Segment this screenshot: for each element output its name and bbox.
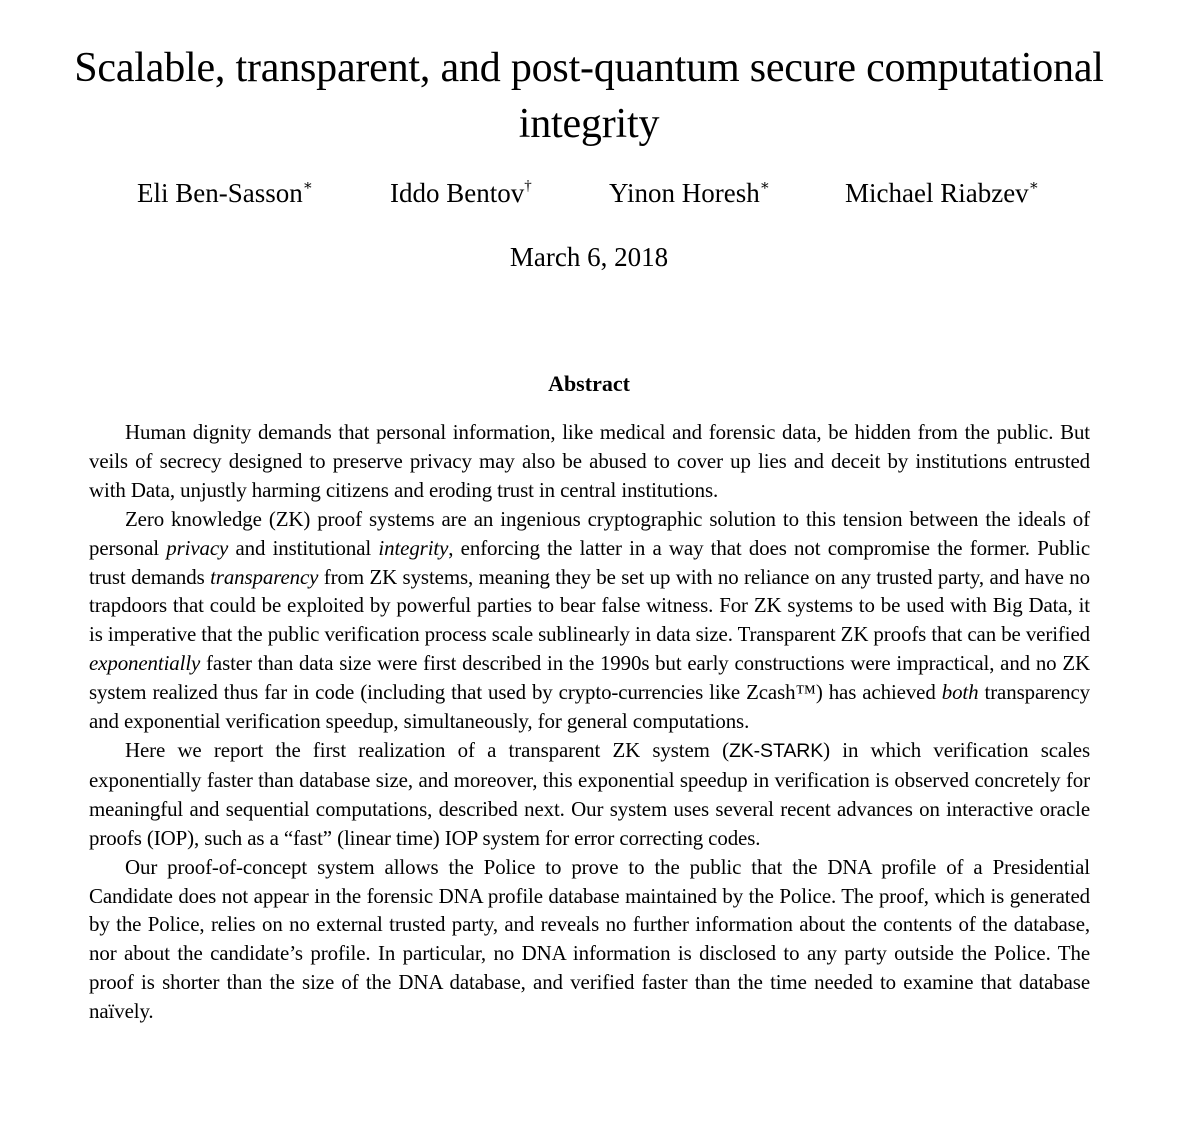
author-list (0, 178, 1200, 218)
abstract-text: and institutional (228, 535, 379, 560)
author-name: Eli Ben-Sasson (137, 178, 303, 208)
author-bentov (390, 178, 532, 209)
abstract-text: faster than data size were first described in the 1990s but early constructions were impractical, and no ZK system realized thus far in code (including that used by crypto-currencies like Zcash™) has achieved (89, 651, 1090, 705)
abstract-text: Zero knowledge (ZK) proof systems are an ingenious cryptographic solution to this tension between the ideals of personal (89, 506, 1090, 560)
emphasis-integrity: integrity (378, 535, 449, 560)
publication-date: March 6, 2018 (509, 242, 669, 272)
author-affiliation-mark: ∗ (759, 178, 770, 194)
author-name: Yinon Horesh (609, 178, 760, 208)
emphasis-privacy: privacy (166, 535, 229, 560)
author-name: Iddo Bentov (390, 178, 525, 208)
abstract-paragraph-3 (89, 736, 1090, 853)
author-ben-sasson (137, 178, 313, 209)
abstract-paragraph-4: Our proof-of-concept system allows the Police to prove to the public that the DNA profile of a Presidential Candidate does not appear in the forensic DNA profile database maintained by the Police. The proof, which is generated by the Police, relies on no external trusted party, and reveals no further information about the contents of the database, nor about the candidate’s profile. In particular, no DNA information is disclosed to any party outside the Police. The proof is shorter than the size of the DNA database, and verified faster than the time needed to examine that database naïvely. (89, 854, 1090, 1024)
abstract-paragraph-2 (89, 505, 1090, 736)
author-affiliation-mark: ∗ (1028, 178, 1039, 194)
abstract-text: Here we report the first realization of a transparent ZK system ( (125, 737, 729, 762)
emphasis-exponentially: exponentially (89, 651, 201, 676)
abstract-text: from ZK systems, meaning they be set up with no reliance on any trusted party, and have no trapdoors that could be exploited by powerful parties to bear false witness. For ZK systems to be used with Big Data, it is imperative that the public verification process scale sublinearly in data size. Transparent ZK proofs that can be verified (89, 564, 1090, 647)
author-name: Michael Riabzev (845, 178, 1029, 208)
author-riabzev (845, 178, 1039, 209)
zk-stark-term: ZK-STARK (728, 739, 824, 762)
author-horesh (609, 178, 770, 209)
author-affiliation-mark: ∗ (302, 178, 313, 194)
abstract-paragraph-1: Human dignity demands that personal information, like medical and forensic data, be hidden from the public. But veils of secrecy designed to preserve privacy may also be abused to cover up lies and deceit by institutions entrusted with Data, unjustly harming citizens and eroding trust in central institutions. (89, 420, 1090, 502)
author-affiliation-mark: † (524, 178, 532, 194)
abstract-heading: Abstract (548, 371, 630, 396)
abstract-text: ) in which verification scales exponentially faster than database size, and moreover, this exponential speedup in verification is observed concretely for meaningful and sequential computations, described next. Our system uses several recent advances on interactive oracle proofs (IOP), such as a “fast” (linear time) IOP system for error correcting codes. (89, 737, 1090, 850)
abstract-text: transparency and exponential verification speedup, simultaneously, for general computations. (89, 680, 1091, 734)
abstract-body (89, 418, 1090, 1026)
emphasis-transparency: transparency (210, 564, 319, 589)
emphasis-both: both (941, 680, 979, 705)
abstract-text: , enforcing the latter in a way that does not compromise the former. Public trust demands (89, 535, 1090, 589)
paper-title: Scalable, transparent, and post-quantum secure computational integrity (74, 45, 1104, 147)
